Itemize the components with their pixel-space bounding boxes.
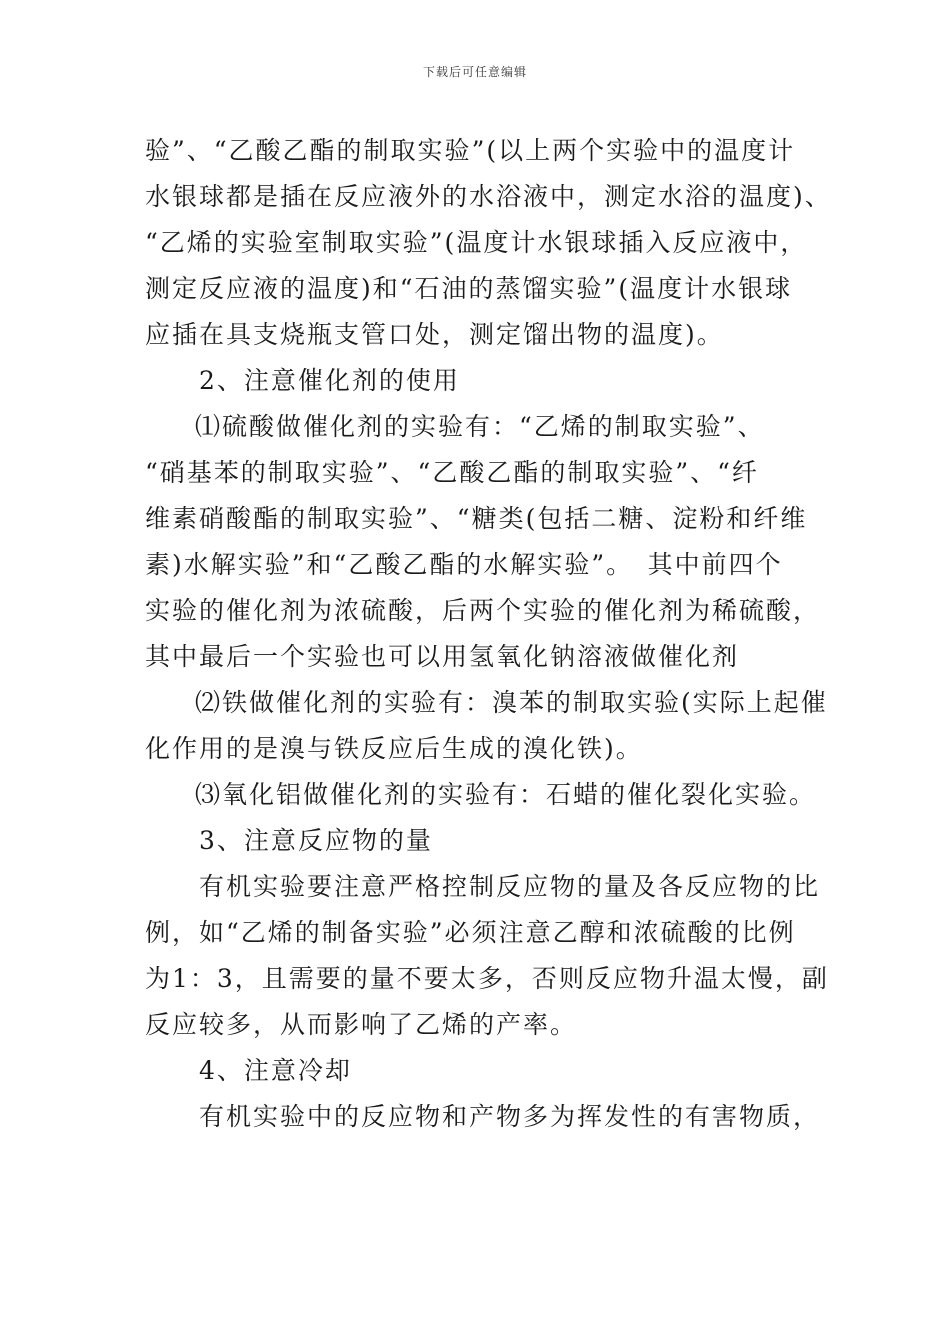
text-line: 反应较多，从而影响了乙烯的产率。 <box>145 1010 578 1039</box>
text-line: 测定反应液的温度)和“石油的蒸馏实验”(温度计水银球 <box>145 274 793 303</box>
text-line: “硝基苯的制取实验”、“乙酸乙酯的制取实验”、“纤 <box>145 458 759 487</box>
text-line: 素)水解实验”和“乙酸乙酯的水解实验”。 其中前四个 <box>145 550 783 579</box>
document-body <box>145 128 832 1140</box>
text-line: 为1：3，且需要的量不要太多，否则反应物升温太慢，副 <box>145 964 829 993</box>
text-line: 维素硝酸酯的制取实验”、“糖类(包括二糖、淀粉和纤维 <box>145 504 808 533</box>
list-item: ⑵铁做催化剂的实验有：溴苯的制取实验(实际上起催 <box>195 688 828 717</box>
page-header: 下载后可任意编辑 <box>422 65 527 79</box>
text-line: 其中最后一个实验也可以用氢氧化钠溶液做催化剂 <box>145 642 740 671</box>
text-line: 有机实验中的反应物和产物多为挥发性的有害物质， <box>199 1102 821 1131</box>
text-line: “乙烯的实验室制取实验”(温度计水银球插入反应液中， <box>145 228 808 257</box>
section-heading: 2、注意催化剂的使用 <box>199 366 460 395</box>
text-line: 有机实验要注意严格控制反应物的量及各反应物的比 <box>199 872 821 901</box>
text-line: 验”、“乙酸乙酯的制取实验”(以上两个实验中的温度计 <box>145 136 796 165</box>
text-line: 例，如“乙烯的制备实验”必须注意乙醇和浓硫酸的比例 <box>145 918 796 947</box>
text-line: 化作用的是溴与铁反应后生成的溴化铁)。 <box>145 734 643 763</box>
text-line: 应插在具支烧瓶支管口处，测定馏出物的温度)。 <box>145 320 724 349</box>
section-heading: 4、注意冷却 <box>199 1056 352 1085</box>
text-line: 水银球都是插在反应液外的水浴液中，测定水浴的温度)、 <box>145 182 832 211</box>
section-heading: 3、注意反应物的量 <box>199 826 433 855</box>
list-item: ⑴硫酸做催化剂的实验有：“乙烯的制取实验”、 <box>195 412 765 441</box>
list-item: ⑶氧化铝做催化剂的实验有：石蜡的催化裂化实验。 <box>195 780 817 809</box>
text-line: 实验的催化剂为浓硫酸，后两个实验的催化剂为稀硫酸， <box>145 596 821 625</box>
